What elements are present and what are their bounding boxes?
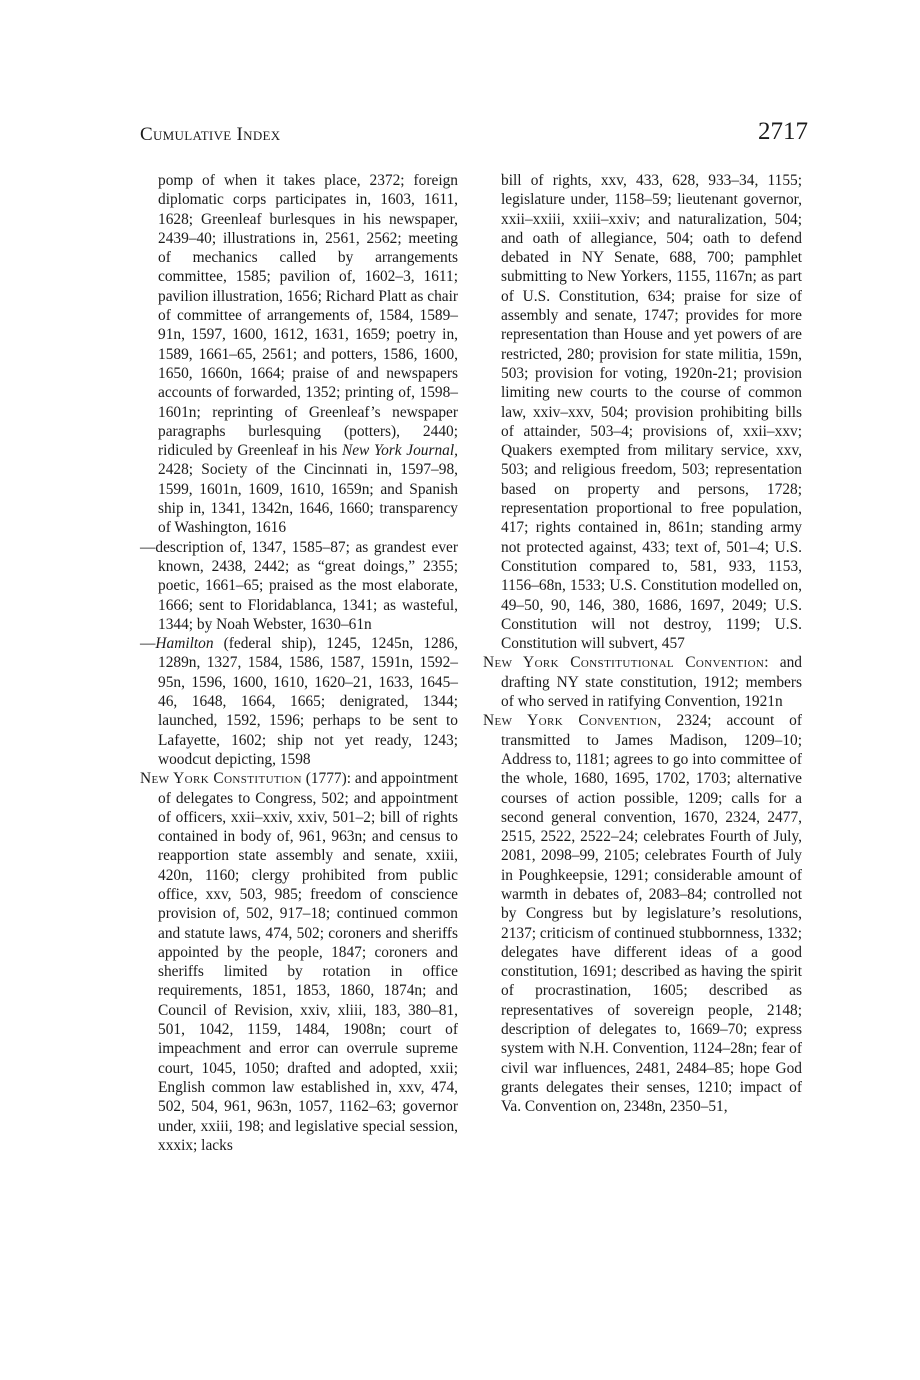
entry-text: pomp of when it takes place, 2372; foreign diplomatic corps participates in, 1603, 1611, 1628; Greenleaf burlesques in his newspaper, 2439–40; illustrations in, 2561, 2562; meeting of mechanics called by arrangements committee, 1585; pavilion of, 1602–3, 1611; pavilion illustration, 1656; Richard Platt as chair of committee of arrangements of, 1584, 1589–91n, 1597, 1600, 1612, 1631, 1659; poetry in, 1589, 1661–65, 2561; and potters, 1586, 1600, 1650, 1660n, 1664; praise of and newspapers accounts of forwarded, 1352; printing of, 1598–1601n; reprinting of Greenleaf’s newspaper paragraphs burlesquing (potters), 2440; ridiculed by Greenleaf in his bbox=[158, 172, 458, 460]
running-title bbox=[140, 124, 280, 146]
entry-text: and drafting NY state constitution, 1912; members of who served in ratifying Convention, 1921n bbox=[501, 654, 802, 711]
entry-italic-title: New York Journal, bbox=[341, 442, 458, 460]
subentry-text: (federal ship), 1245, 1245n, 1286, 1289n, 1327, 1584, 1586, 1587, 1591n, 1592–95n, 1596, 1600, 1610, 1620–21, 1633, 1645–46, 1648, 1664, 1665; denigrated, 1344; launched, 1592, 1596; perhaps to be sent to Lafayette, 1602; ship not yet ready, 1243; woodcut depicting, 1598 bbox=[158, 635, 458, 768]
entry-heading: New York Constitution bbox=[140, 770, 302, 788]
ship-name: Hamilton bbox=[155, 635, 214, 653]
entry-text: (1777): and appointment of delegates to Congress, 502; and appointment of officers, xxii–xxiv, xxiv, 501–2; bill of rights contained in body of, 961, 963n; and census to reapportion state assembly and senate, xxiii, 420n, 1160; clergy prohibited from public office, xxv, 503, 985; freedom of conscience provision of, 502, 917–18; continued common and statute laws, 474, 502; coroners and sheriffs appointed by the people, 1847; coroners and sheriffs limited by rotation in office requirements, 1851, 1853, 1860, 1874n; and Council of Revision, xxiv, xliii, 183, 380–81, 501, 1042, 1159, 1484, 1908n; court of impeachment and error can overrule supreme court, 1045, 1050; drafted and adopted, xxii; English common law established in, xxv, 474, 502, 504, 961, 963n, 1057, 1162–63; governor under, xxiii, 198; and legislative special session, xxxix; lacks bbox=[158, 770, 458, 1154]
subentry-dash: — bbox=[140, 635, 156, 653]
page-number: 2717 bbox=[758, 118, 808, 145]
index-entry-continued bbox=[140, 171, 458, 538]
entry-text-tail: 2428; Society of the Cincinnati in, 1597–98, 1599, 1601n, 1609, 1610, 1659n; and Spanish ship in, 1341, 1342n, 1646, 1660; transparency of Washington, 1616 bbox=[158, 461, 458, 537]
running-title-text: Cumulative Index bbox=[140, 124, 281, 145]
entry-heading: New York Convention, bbox=[483, 712, 662, 730]
index-subentry-description: —description of, 1347, 1585–87; as grandest ever known, 2438, 2442; as “great doings,” 2355; poetic, 1661–65; praised as the most elaborate, 1666; sent to Floridablanca, 1341; as wasteful, 1344; by Noah Webster, 1630–61n bbox=[140, 538, 458, 633]
index-entry-continued: bill of rights, xxv, 433, 628, 933–34, 1155; legislature under, 1158–59; lieutenant governor, xxii–xxiii, xxiii–xxiv; and naturalization, 504; and oath of allegiance, 504; oath to defend debated in NY Senate, 688, 700; pamphlet submitting to New Yorkers, 1155, 1167n; as part of U.S. Constitution, 634; praise for size of assembly and senate, 1747; provides for more representation than House and yet powers of are restricted, 280; provision for state militia, 159n, 503; provision for voting, 1920n-21; provision limiting new courts to the course of common law, xxiv–xxv, 504; provision prohibiting bills of attainder, 503–4; provisions of, xxii–xxv; Quakers exempted from military service, xxv, 503; and religious freedom, 503; representation based on property and persons, 1728; representation proportional to free population, 417; rights contained in, 861n; standing army not protected against, 433; text of, 501–4; U.S. Constitution compared to, 581, 933, 1153, 1156–68n, 1533; U.S. Constitution modelled on, 49–50, 90, 146, 380, 1686, 1697, 2049; U.S. Constitution will not destroy, 1199; U.S. Constitution will subvert, 457 bbox=[501, 172, 802, 653]
index-entry-ny-constitution bbox=[140, 769, 458, 1155]
index-subentry-hamilton bbox=[140, 634, 458, 769]
entry-heading: New York Constitutional Convention: bbox=[483, 654, 769, 672]
index-entry-ny-constitutional-convention bbox=[483, 653, 802, 711]
index-entry-ny-convention bbox=[483, 711, 802, 1116]
right-column bbox=[483, 171, 802, 1117]
left-column bbox=[140, 171, 458, 1155]
entry-text: 2324; account of transmitted to James Madison, 1209–10; Address to, 1181; agrees to go into committee of the whole, 1680, 1695, 1702, 1703; alternative courses of action possible, 1209; calls for a second general convention, 1670, 2324, 2477, 2515, 2522, 2522–24; celebrates Fourth of July, 2081, 2098–99, 2105; celebrates Fourth of July in Poughkeepsie, 1291; considerable amount of warmth in debates of, 2083–84; controlled not by Congress but by legislature’s resolutions, 2137; criticism of continued stubbornness, 1332; delegates have different ideas of a good constitution, 1691; described as having the spirit of procrastination, 1605; described as representatives of sovereign people, 2148; description of delegates to, 1669–70; express system with N.H. Convention, 1124–28n; fear of civil war influences, 2481, 2484–85; hope God grants delegates their senses, 1210; impact of Va. Convention on, 2348n, 2350–51, bbox=[501, 712, 802, 1116]
